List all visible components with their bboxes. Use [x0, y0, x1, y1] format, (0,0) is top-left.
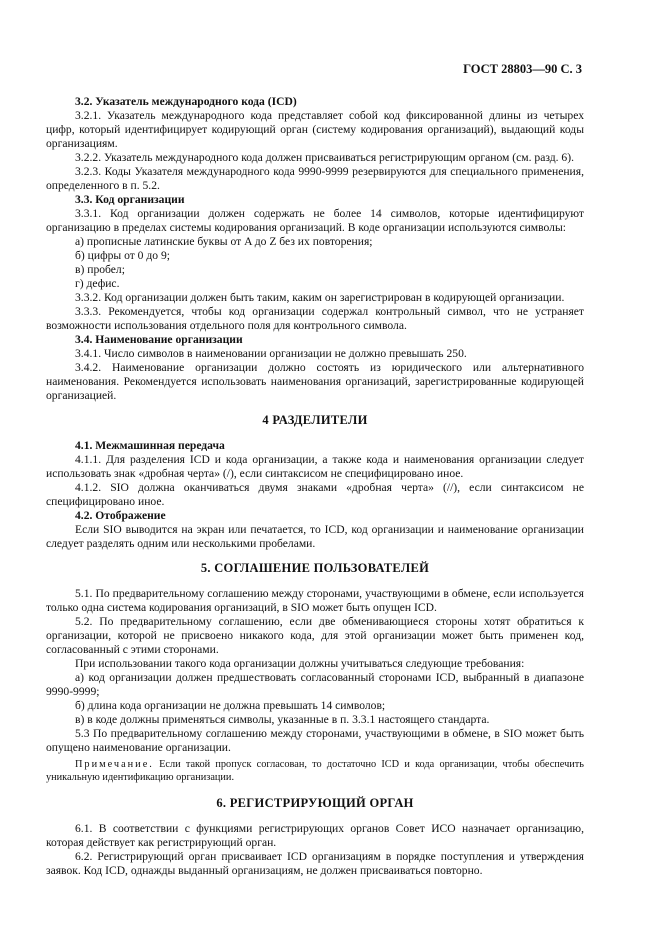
document-body [46, 95, 584, 878]
paragraph: 5.2. По предварительному соглашению, если две обменивающиеся стороны хотят обратиться к организации, которой не присвоено никакого кода, для этой организации может быть применен код, согласованный с этими сторонами. [46, 615, 584, 656]
document-flow [46, 95, 584, 755]
section-title: 4 РАЗДЕЛИТЕЛИ [262, 413, 368, 427]
paragraph: 3.4.2. Наименование организации должно состоять из юридического или альтернативного наименования. Рекомендуется использовать наименования организаций, зарегистрированные кодирующей организацией. [46, 361, 584, 402]
paragraph: а) код организации должен предшествовать согласованный сторонами ICD, выбранный в диапазоне 9990-9999; [46, 671, 584, 698]
section-6-title: 6. РЕГИСТРИРУЮЩИЙ ОРГАН [216, 796, 414, 810]
paragraph: 3.4.1. Число символов в наименовании организации не должно превышать 250. [75, 347, 467, 360]
paragraph: При использовании такого кода организации должны учитываться следующие требования: [75, 657, 525, 670]
list-item: в) пробел; [75, 263, 125, 276]
subsection-heading: 3.3. Код организации [75, 193, 185, 206]
page-header: ГОСТ 28803—90 С. 3 [463, 62, 582, 76]
paragraph: 3.2.1. Указатель международного кода представляет собой код фиксированной длины из четырех цифр, который идентифицирует кодирующий орган (систему кодирования организаций), выдающий коды организациям. [46, 109, 584, 150]
note-text: Если такой пропуск согласован, то достаточно ICD и кода организации, чтобы обеспечить уникальную идентификацию организации. [46, 759, 584, 783]
paragraph: 3.2.2. Указатель международного кода должен присваиваться регистрирующим органом (см. разд. 6). [75, 151, 574, 164]
note [46, 758, 584, 784]
paragraph-6-1: 6.1. В соответствии с функциями регистрирующих органов Совет ИСО назначает организацию, которая действует как регистрирующий орган. [46, 822, 584, 849]
list-item: а) прописные латинские буквы от A до Z без их повторения; [75, 235, 373, 248]
note-label: Примечание. [75, 759, 154, 770]
paragraph: Если SIO выводится на экран или печатается, то ICD, код организации и наименование организации следует разделять одним или несколькими пробелами. [46, 523, 584, 550]
paragraph: 4.1.2. SIO должна оканчиваться двумя знаками «дробная черта» (//), если синтаксисом не специфицировано иное. [46, 481, 584, 508]
list-item: г) дефис. [75, 277, 120, 290]
paragraph: 3.2.3. Коды Указателя международного кода 9990-9999 резервируются для специального применения, определенного в п. 5.2. [46, 165, 584, 192]
paragraph: 5.3 По предварительному соглашению между сторонами, участвующими в обмене, в SIO может быть опущено наименование организации. [46, 727, 584, 754]
section-title: 5. СОГЛАШЕНИЕ ПОЛЬЗОВАТЕЛЕЙ [200, 561, 430, 575]
subsection-heading: 3.2. Указатель международного кода (ICD) [75, 95, 297, 108]
paragraph: в) в коде должны применяться символы, указанные в п. 3.3.1 настоящего стандарта. [75, 713, 490, 726]
subsection-heading: 4.1. Межмашинная передача [75, 439, 225, 452]
subsection-heading: 3.4. Наименование организации [75, 333, 243, 346]
paragraph: 3.3.3. Рекомендуется, чтобы код организации содержал контрольный символ, что не устраняет возможности использования отдельного поля для контрольного символа. [46, 305, 584, 332]
paragraph: 3.3.1. Код организации должен содержать не более 14 символов, которые идентифицируют организацию в пределах системы кодирования организаций. В коде организации используются символы: [46, 207, 584, 234]
paragraph: б) длина кода организации не должна превышать 14 символов; [75, 699, 386, 712]
subsection-heading: 4.2. Отображение [75, 509, 166, 522]
paragraph: 5.1. По предварительному соглашению между сторонами, участвующими в обмене, если используется только одна система кодирования организаций, в SIO может быть опущен ICD. [46, 587, 584, 614]
paragraph: 3.3.2. Код организации должен быть таким, каким он зарегистрирован в кодирующей организации. [75, 291, 565, 304]
paragraph: 4.1.1. Для разделения ICD и кода организации, а также кода и наименования организации следует использовать знак «дробная черта» (/), если синтаксисом не специфицировано иное. [46, 453, 584, 480]
paragraph-6-2: 6.2. Регистрирующий орган присваивает ICD организациям в порядке поступления и утверждения заявок. Код ICD, однажды выданный организациям, не должен присваиваться повторно. [46, 850, 584, 877]
list-item: б) цифры от 0 до 9; [75, 249, 170, 262]
